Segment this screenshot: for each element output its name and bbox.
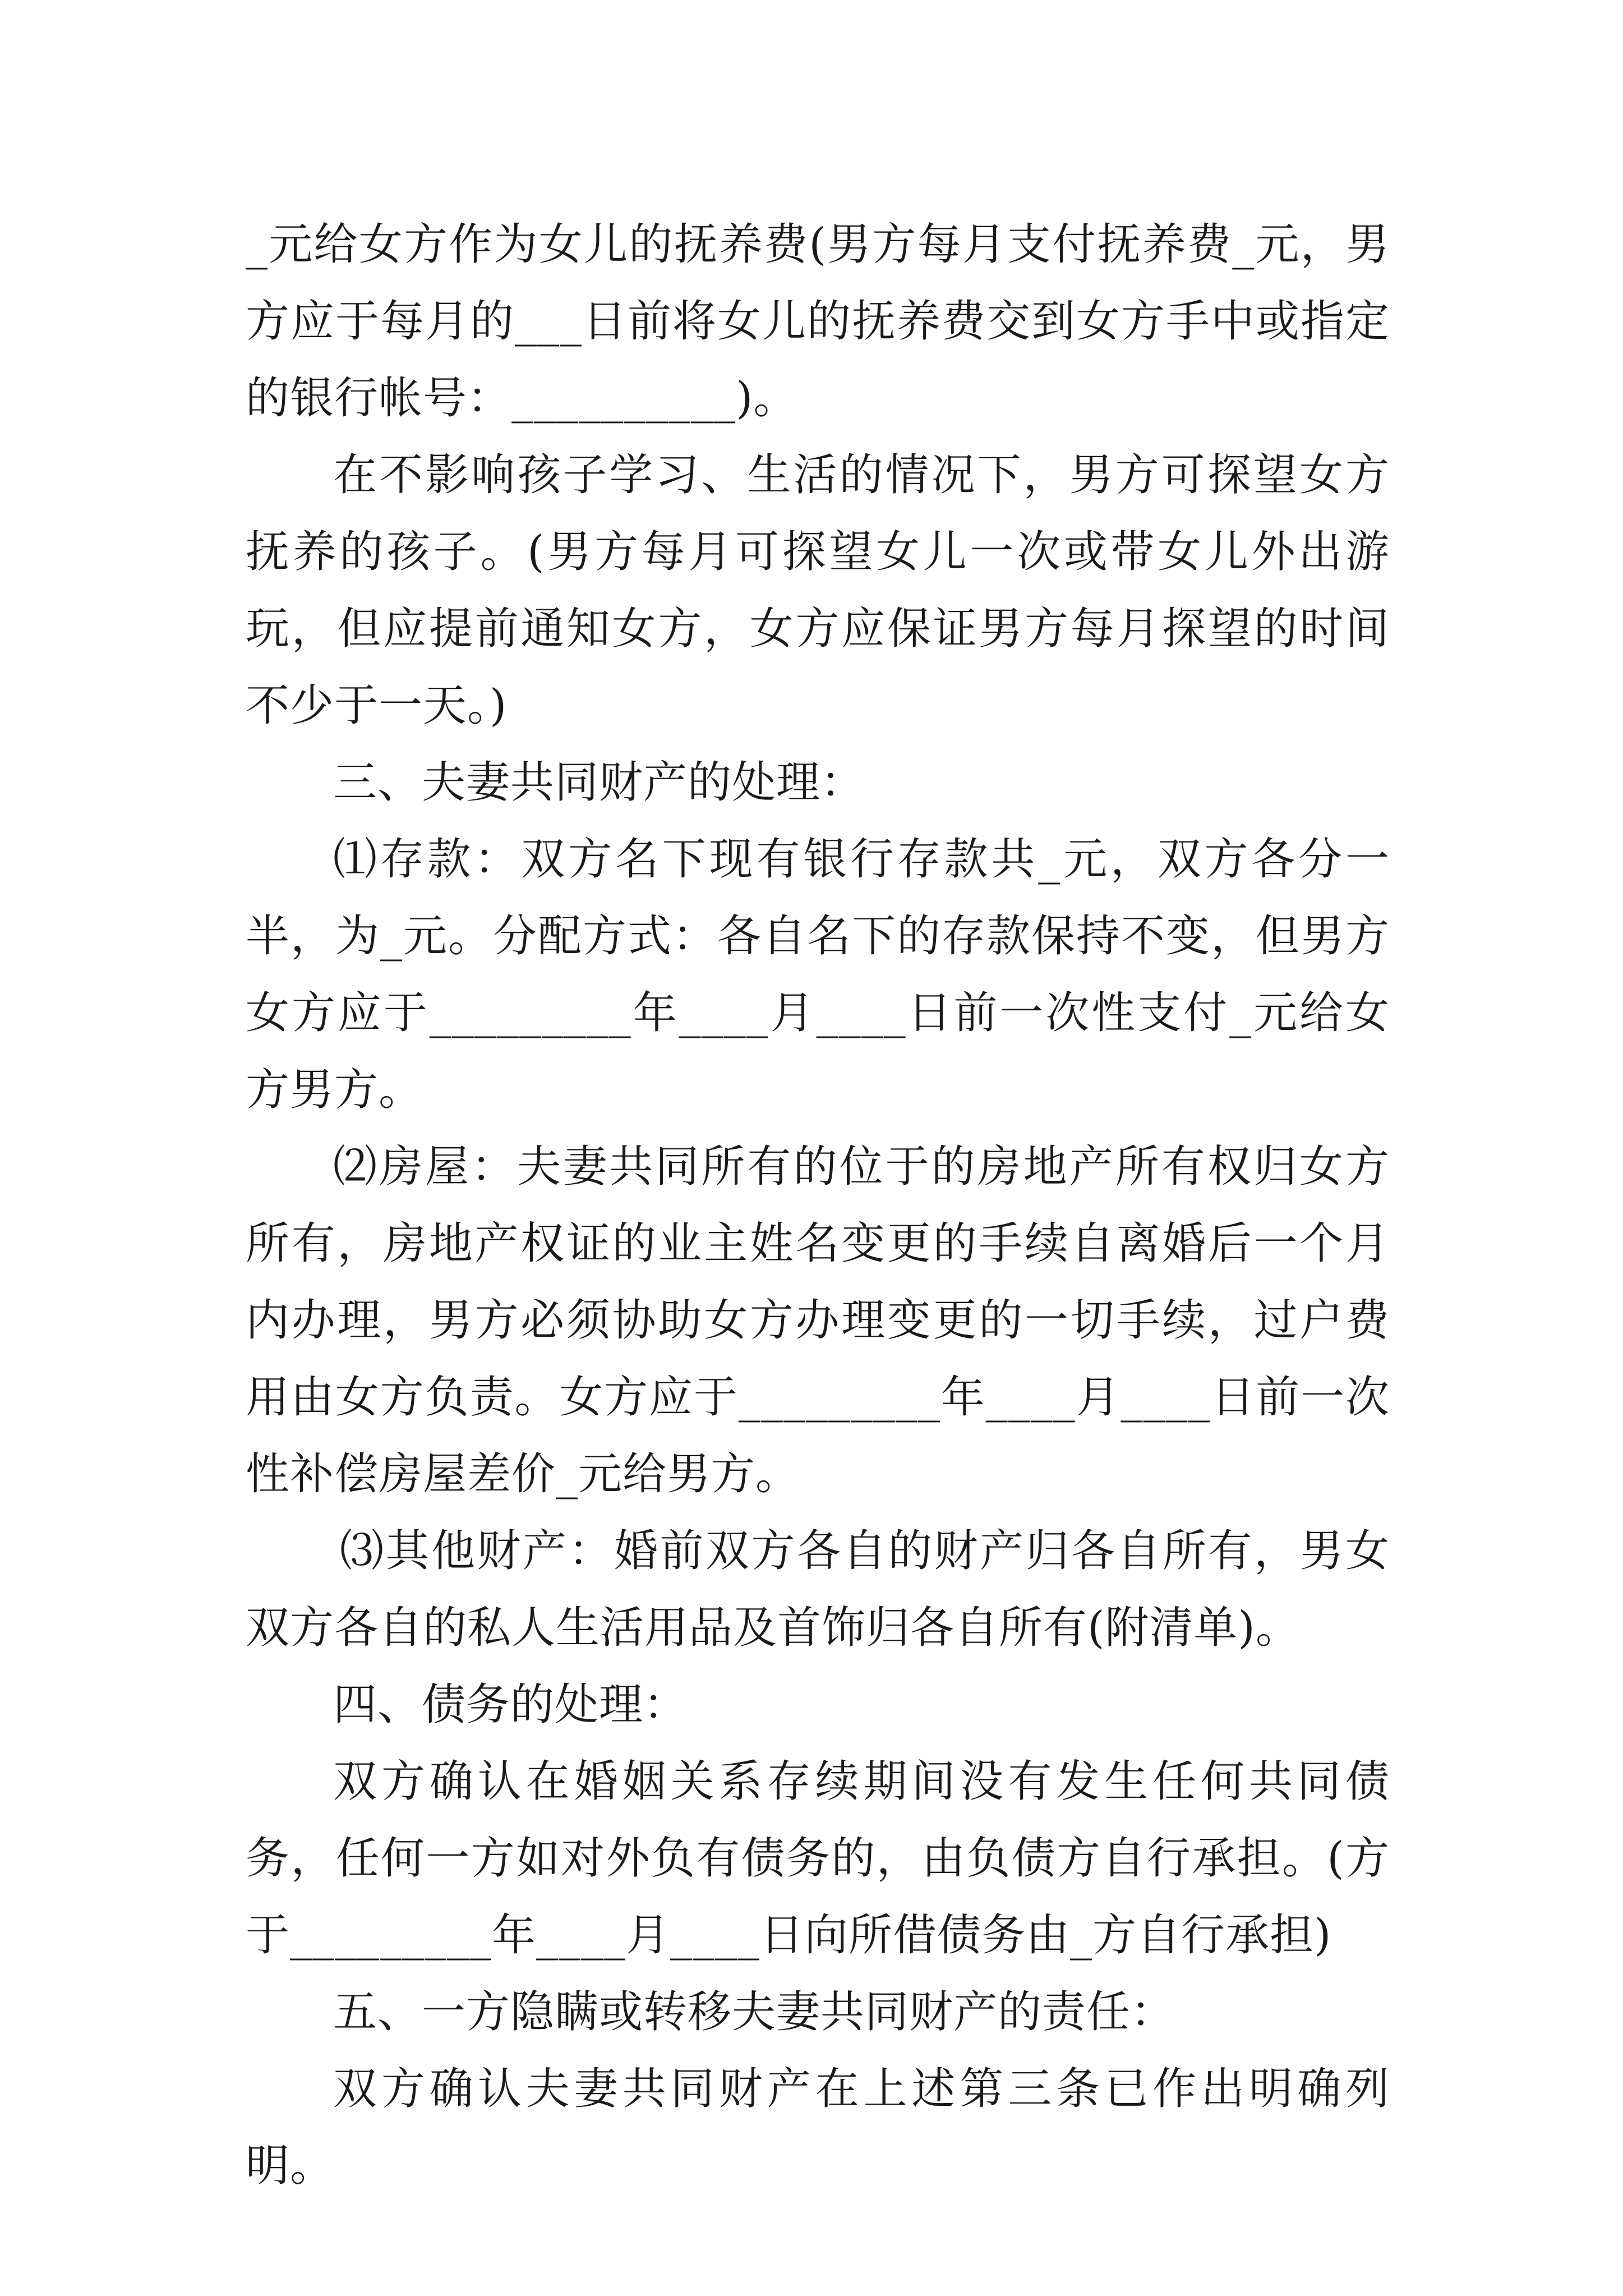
paragraph-child-support: _元给女方作为女儿的抚养费(男方每月支付抚养费_元，男方应于每月的___日前将女儿的抚养费交到女方手中或指定的银行帐号：__________)。 xyxy=(246,219,1390,424)
paragraph-concealment: 双方确认夫妻共同财产在上述第三条已作出明确列明。 xyxy=(246,2064,1390,2191)
paragraph-debts: 双方确认在婚姻关系存续期间没有发生任何共同债务，任何一方如对外负有债务的，由负债方自行承担。(方于_________年____月____日向所借债务由_方自行承担) xyxy=(246,1756,1390,1961)
heading-debts: 四、债务的处理： xyxy=(333,1680,688,1730)
document-body xyxy=(246,206,1390,2205)
paragraph-other-property: ⑶其他财产：婚前双方各自的财产归各自所有，男女双方各自的私人生活用品及首饰归各自所有(附清单)。 xyxy=(246,1526,1390,1653)
paragraph-deposits: ⑴存款：双方名下现有银行存款共_元，双方各分一半，为_元。分配方式：各自名下的存款保持不变，但男方女方应于_________年____月____日前一次性支付_元给女方男方。 xyxy=(246,834,1390,1115)
paragraph-house: ⑵房屋：夫妻共同所有的位于的房地产所有权归女方所有，房地产权证的业主姓名变更的手续自离婚后一个月内办理，男方必须协助女方办理变更的一切手续，过户费用由女方负责。女方应于_________年____月____日前一次性补偿房屋差价_元给男方。 xyxy=(246,1142,1390,1499)
paragraph-visitation: 在不影响孩子学习、生活的情况下，男方可探望女方抚养的孩子。(男方每月可探望女儿一次或带女儿外出游玩，但应提前通知女方，女方应保证男方每月探望的时间不少于一天。) xyxy=(246,450,1390,731)
heading-concealment-liability: 五、一方隐瞒或转移夫妻共同财产的责任： xyxy=(333,1987,1175,2037)
heading-joint-property: 三、夫妻共同财产的处理： xyxy=(333,757,865,808)
